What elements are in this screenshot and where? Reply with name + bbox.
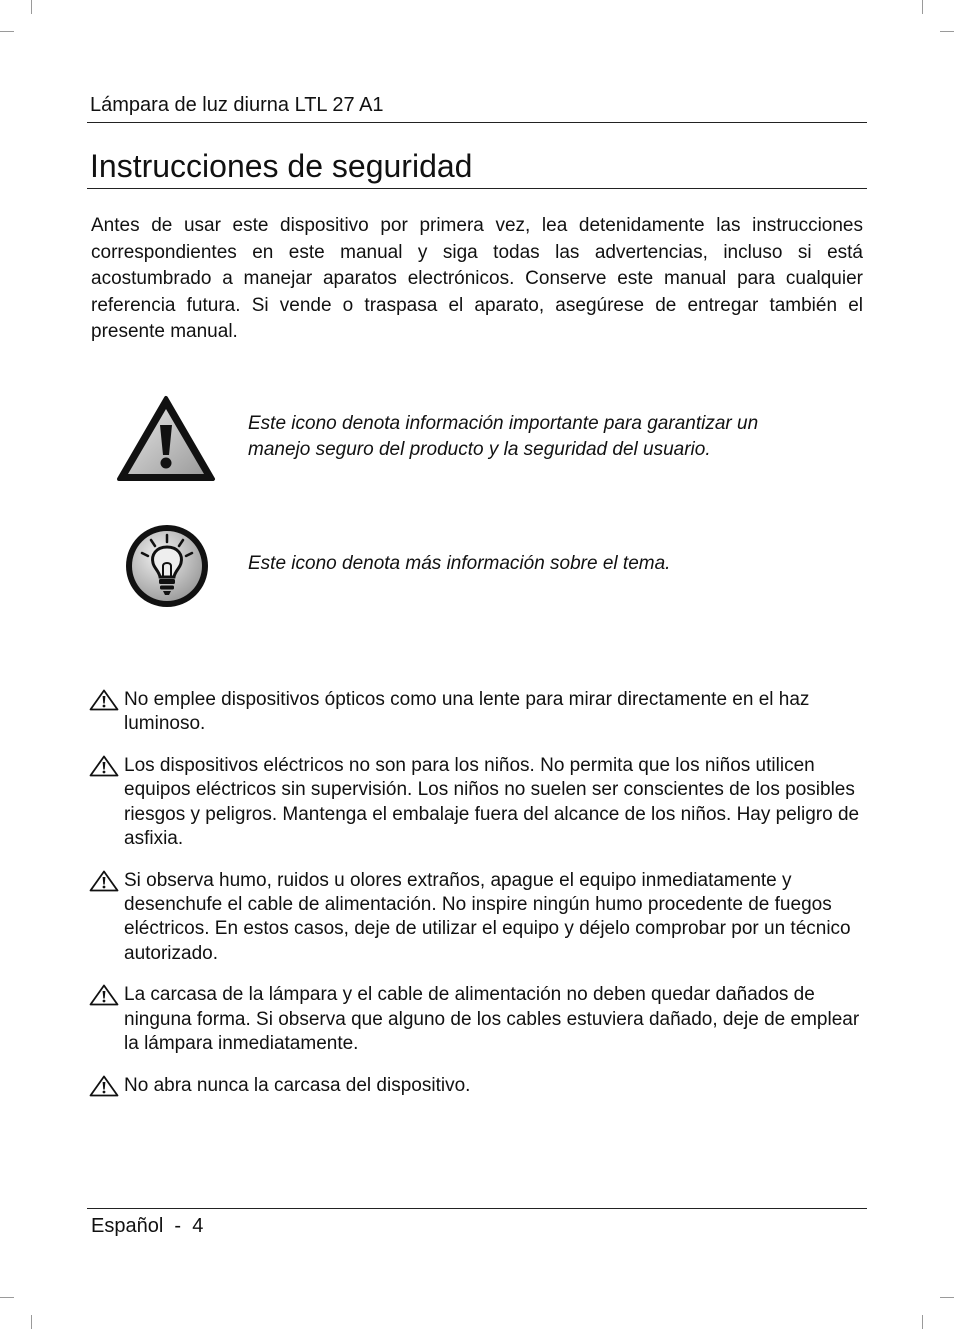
warning-triangle-icon [89,984,119,1006]
warning-item [89,688,869,737]
crop-mark [31,1315,32,1329]
warning-item [89,1074,869,1098]
crop-mark [31,0,32,14]
crop-mark [0,1297,14,1298]
crop-mark [922,0,923,14]
footer-rule [87,1208,867,1209]
title-rule [87,188,867,189]
warning-triangle-icon [89,1075,119,1097]
legend-warning-line: Este icono denota información importante para garantizar un [248,413,759,434]
warning-text: Los dispositivos eléctricos no son para los niños. No permita que los niños utilicen equipos eléctricos sin supervisión. Los niños no suelen ser conscientes de los posibles riesgos y peligros. Mantenga el embalaje fuera del alcance de los niños. Hay peligro de asfixia. [124,755,860,849]
warning-item [89,754,869,851]
footer-separator: - [174,1215,182,1237]
warning-triangle-icon [89,870,119,892]
warning-item [89,983,869,1056]
warning-triangle-icon [89,755,119,777]
safety-warnings-list [89,688,869,1116]
legend-warning-line: manejo seguro del producto y la seguridad del usuario. [248,439,711,460]
warning-text: No abra nunca la carcasa del dispositivo. [124,1074,471,1096]
footer-language: Español [91,1215,164,1237]
warning-item [89,869,869,966]
page-footer [91,1213,203,1239]
warning-text: La carcasa de la lámpara y el cable de alimentación no deben quedar dañados de ninguna forma. Si observa que alguno de los cables estuviera dañado, deje de emplear la lámpara inmediatamente. [124,984,860,1055]
crop-mark [922,1315,923,1329]
crop-mark [940,1297,954,1298]
legend-info-text [248,551,848,577]
warning-text: No emplee dispositivos ópticos como una lente para mirar directamente en el haz luminoso. [124,689,810,735]
page-number: 4 [192,1215,204,1237]
warning-text: Si observa humo, ruidos u olores extraños, apague el equipo inmediatamente y desenchufe el cable de alimentación. No inspire ningún humo procedente de fuegos eléctricos. En estos casos, deje de utilizar el equipo y déjelo comprobar por un técnico autorizado. [124,869,851,964]
warning-triangle-icon [116,395,216,483]
crop-mark [940,31,954,32]
legend-info-line: Este icono denota más información sobre el tema. [248,553,671,574]
lightbulb-icon [123,522,211,610]
intro-paragraph: Antes de usar este dispositivo por primera vez, lea detenidamente las instrucciones correspondientes en este manual y siga todas las advertencias, incluso si está acostumbrado a manejar aparatos electrónicos. Conserve este manual para cualquier referencia futura. Si vende o traspasa el aparato, asegúrese de entregar también el presente manual. [91,215,863,342]
page-title: Instrucciones de seguridad [90,148,473,184]
legend-warning-text [248,411,848,463]
crop-mark [0,31,14,32]
running-header: Lámpara de luz diurna LTL 27 A1 [90,94,384,116]
warning-triangle-icon [89,689,119,711]
header-rule [87,122,867,123]
